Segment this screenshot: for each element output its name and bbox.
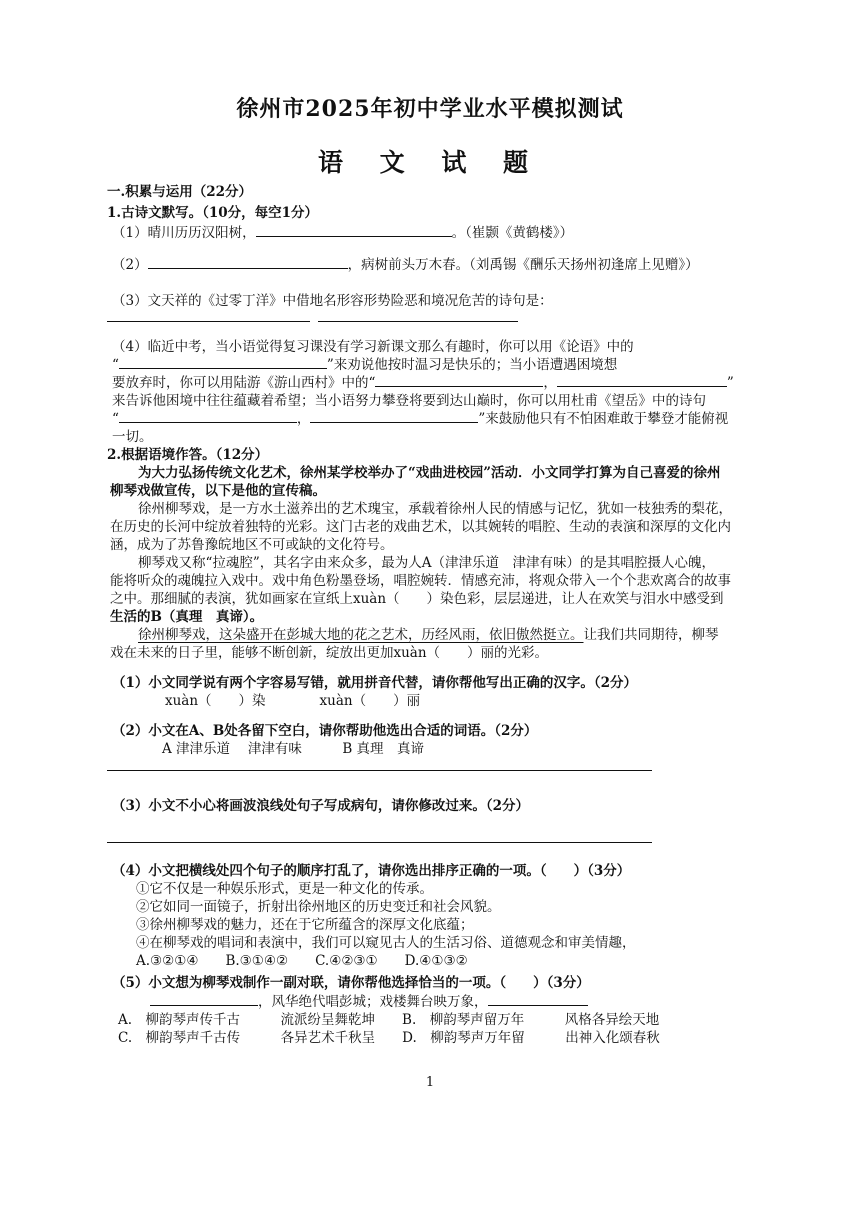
q2-sub5: （5）小文想为柳琴戏制作一副对联，请你帮他选择恰当的一项。（ ）（3分） bbox=[112, 975, 590, 991]
q2-heading: 2.根据语境作答。（12分） bbox=[107, 447, 269, 463]
passage-p2-line1: 徐州柳琴戏，是一方水土滋养出的艺术瑰宝，承载着徐州人民的情感与记忆，犹如一枝独秀的梨花， bbox=[138, 501, 732, 517]
q1-item4-line6: 一切。 bbox=[112, 429, 153, 445]
answer-blank[interactable] bbox=[150, 993, 258, 1006]
q2-sub2-options: A 津津乐道 津津有味 B 真理 真谛 bbox=[162, 741, 425, 757]
q2-sub4: （4）小文把横线处四个句子的顺序打乱了，请你选出排序正确的一项。（ ）（3分） bbox=[112, 863, 631, 879]
q1-item4-text: 要放弃时，你可以用陆游《游山西村》中的“ bbox=[112, 375, 376, 391]
passage-p2-line3: 涵，成为了苏鲁豫皖地区不可或缺的文化符号。 bbox=[110, 537, 394, 553]
passage-p3-line2: 能将听众的魂魄拉入戏中。戏中角色粉墨登场，唱腔婉转．情感充沛，将观众带入一个个悲欢离合的故事 bbox=[110, 573, 731, 589]
q2-sub2: （2）小文在A、B处各留下空白，请你帮助他选出合适的词语。（2分） bbox=[112, 723, 538, 739]
sentence-1: ①它不仅是一种娱乐形式，更是一种文化的传承。 bbox=[136, 881, 433, 897]
sentence-3: ③徐州柳琴戏的魅力，还在于它所蕴含的深厚文化底蕴； bbox=[136, 917, 474, 933]
q2-sub1: （1）小文同学说有两个字容易写错，就用拼音代替，请你帮他写出正确的汉字。（2分） bbox=[112, 675, 638, 691]
comma: ， bbox=[543, 375, 557, 391]
q1-item2 bbox=[112, 256, 699, 274]
passage-intro-line2: 柳琴戏做宣传，以下是他的宣传稿。 bbox=[110, 483, 326, 499]
answer-blank[interactable] bbox=[256, 224, 452, 237]
q1-item4-text: ”来鼓励他只有不怕困难敢于攀登才能俯视 bbox=[478, 411, 729, 427]
answer-blank[interactable] bbox=[557, 374, 727, 387]
passage-intro-line1: 为大力弘扬传统文化艺术，徐州某学校举办了“戏曲进校园”活动．小文同学打算为自己喜爱的徐州 bbox=[138, 465, 721, 481]
q1-item1 bbox=[112, 224, 573, 242]
q2-sub5-options-ab: A. 柳韵琴声传千古 流派纷呈舞乾坤 B. 柳韵琴声留万年 风格各异绘天地 bbox=[118, 1012, 660, 1028]
q1-item4-line1: （4）临近中考，当小语觉得复习课没有学习新课文那么有趣时，你可以用《论语》中的 bbox=[112, 339, 634, 355]
wavy-underlined-sentence: 徐州柳琴戏，这朵盛开在彭城大地的花之艺术，历经风雨，依旧傲然挺立。 bbox=[138, 627, 584, 643]
passage-p4-line2: 戏在未来的日子里，能够不断创新，绽放出更加xuàn（ ）丽的光彩。 bbox=[110, 645, 549, 661]
quote-mark: “ bbox=[112, 411, 119, 427]
passage-text: 让我们共同期待，柳琴 bbox=[583, 627, 719, 643]
passage-p2-line2: 在历史的长河中绽放着独特的光彩。这门古老的戏曲艺术，以其婉转的唱腔、生动的表演和深厚的文化内 bbox=[110, 519, 731, 535]
answer-blank[interactable] bbox=[375, 374, 543, 387]
answer-blank[interactable] bbox=[488, 993, 588, 1006]
q1-item2-num: （2） bbox=[112, 257, 148, 273]
answer-blank[interactable] bbox=[119, 356, 327, 369]
q1-heading: 1.古诗文默写。（10分，每空1分） bbox=[107, 205, 319, 221]
sentence-2: ②它如同一面镜子，折射出徐州地区的历史变迁和社会风貌。 bbox=[136, 899, 501, 915]
answer-line[interactable] bbox=[107, 770, 652, 771]
answer-line[interactable] bbox=[107, 842, 652, 843]
q2-sub5-options-cd: C. 柳韵琴声千古传 各异艺术千秋呈 D. 柳韵琴声万年留 出神入化颂春秋 bbox=[118, 1030, 660, 1046]
q1-item1-source: 。（崔颢《黄鹤楼》） bbox=[451, 225, 574, 241]
answer-blank[interactable] bbox=[310, 410, 478, 423]
passage-p3-line3: 之中。那细腻的表演，犹如画家在宣纸上xuàn（ ）染色彩，层层递进，让人在欢笑与泪水中感受到 bbox=[110, 591, 724, 607]
couplet-text: ，风华绝代唱彭城；戏楼舞台映万象， bbox=[258, 994, 488, 1010]
q1-item4-line2 bbox=[112, 356, 617, 374]
answer-blank[interactable] bbox=[119, 410, 297, 423]
passage-p4-line1 bbox=[138, 626, 719, 644]
q1-item4-line3 bbox=[112, 374, 734, 392]
passage-p3-line1: 柳琴戏又称“拉魂腔”，其名字由来众多，最为人A（津津乐道 津津有味）的是其唱腔摄人心魄， bbox=[138, 555, 716, 571]
comma: ， bbox=[296, 411, 311, 427]
q1-item4-text: ”来劝说他按时温习是快乐的；当小语遭遇困境想 bbox=[326, 357, 618, 373]
q1-item1-text: （1）晴川历历汉阳树， bbox=[112, 225, 256, 241]
q1-item3: （3）文天祥的《过零丁洋》中借地名形容形势险恶和境况危苦的诗句是： bbox=[112, 293, 553, 309]
section-heading: 一.积累与运用（22分） bbox=[107, 184, 252, 200]
passage-p3-line4: 生活的B（真理 真谛）。 bbox=[110, 609, 264, 625]
answer-line[interactable] bbox=[318, 321, 518, 322]
sentence-4: ④在柳琴戏的唱词和表演中，我们可以窥见古人的生活习俗、道德观念和审美情趣， bbox=[136, 935, 636, 951]
quote-mark: “ bbox=[112, 357, 119, 373]
exam-subject: 语 文 试 题 bbox=[317, 148, 543, 177]
q2-sub1-options: xuàn（ ）染 xuàn（ ）丽 bbox=[165, 693, 421, 709]
q1-item4-line5 bbox=[112, 410, 728, 428]
answer-line[interactable] bbox=[107, 321, 310, 322]
q1-item2-text: ，病树前头万木春。（刘禹锡《酬乐天扬州初逢席上见赠》） bbox=[347, 257, 699, 273]
exam-title: 徐州市2025年初中学业水平模拟测试 bbox=[236, 96, 624, 122]
q2-sub3: （3）小文不小心将画波浪线处句子写成病句，请你修改过来。（2分） bbox=[112, 798, 530, 814]
page-number: 1 bbox=[425, 1075, 435, 1090]
q1-item4-line4: 来告诉他困境中往往蕴藏着希望；当小语努力攀登将要到达山巅时，你可以用杜甫《望岳》中的诗句 bbox=[112, 393, 706, 409]
q2-sub4-options: A.③②①④ B.③①④② C.④②③① D.④①③② bbox=[136, 953, 468, 969]
couplet-line bbox=[150, 993, 588, 1011]
answer-blank[interactable] bbox=[148, 256, 348, 269]
quote-mark: ” bbox=[726, 375, 734, 391]
